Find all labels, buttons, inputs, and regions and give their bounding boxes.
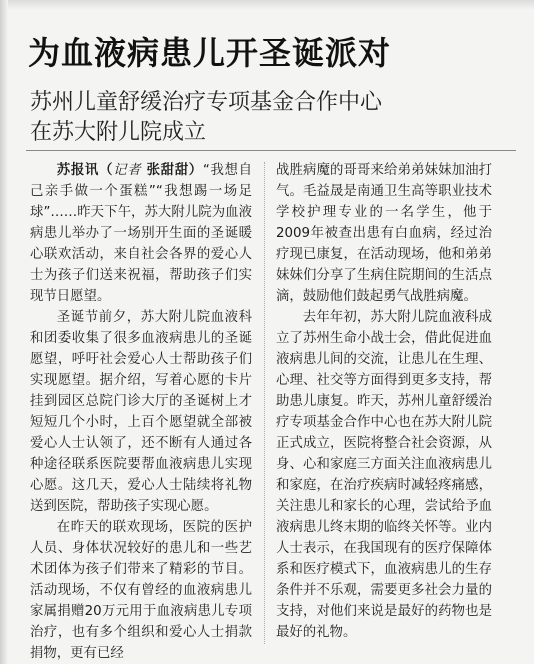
headline: 为血液病患儿开圣诞派对 — [28, 34, 392, 72]
page-edge-top — [0, 0, 534, 10]
paragraph-3: 在昨天的联欢现场，医院的医护人员、身体状况较好的患儿和一些艺术团体为孩子们带来了精彩的节目。活动现场，不仅有曾经的血液病患儿家属捐赠20万元用于血液病患儿专项治疗，也有多个组织和爱心人士捐款捐物，更有已经 — [30, 520, 252, 661]
byline-source: 苏报讯 — [56, 163, 100, 178]
paragraph-3-continued: 战胜病魔的哥哥来给弟弟妹妹加油打气。毛益晟是南通卫生高等职业技术学校护理专业的一名学生，他于2009年被查出患有白血病，经过治疗现已康复，在活动现场，他和弟弟妹妹们分享了生病住院期间的生活点滴，鼓励他们鼓起勇气战胜病魔。 — [276, 163, 492, 304]
subheadline — [30, 88, 510, 148]
article-column-left — [30, 160, 252, 664]
subheadline-line-1: 苏州儿童舒缓治疗专项基金合作中心 — [30, 90, 383, 115]
paragraph-4: 去年年初，苏大附儿院血液科成立了苏州生命小战士会，借此促进血液病患儿间的交流，让患儿在生理、心理、社交等方面得到更多支持，帮助患儿康复。昨天，苏州儿童舒缓治疗专项基金合作中心也在苏大附儿院正式成立，医院将整合社会资源，从身、心和家庭三方面关注血液病患儿和家庭，在治疗疾病时减轻疼痛感，关注患儿和家长的心理，尝试给予血液病患儿终末期的临终关怀等。业内人士表示，在我国现有的医疗保障体系和医疗模式下，血液病患儿的生存条件并不乐观，需要更多社会力量的支持，对他们来说是最好的药物也是最好的礼物。 — [276, 310, 492, 640]
byline-name: 张甜甜 — [146, 163, 189, 178]
byline: 苏报讯（记者 张甜甜） — [56, 163, 203, 178]
page-edge-left — [0, 0, 8, 664]
article-column-right — [276, 160, 492, 643]
byline-role: 记者 — [113, 163, 142, 178]
paragraph-2: 圣诞节前夕，苏大附儿院血液科和团委收集了很多血液病患儿的圣诞愿望，呼吁社会爱心人士帮助孩子们实现愿望。据介绍，写着心愿的卡片挂到园区总院门诊大厅的圣诞树上才短短几个小时，上百个愿望就全部被爱心人士认领了，还不断有人通过各种途径联系医院要帮血液病患儿实现心愿。这几天，爱心人士陆续将礼物送到医院，帮助孩子实现心愿。 — [30, 310, 252, 514]
headline-divider — [26, 150, 516, 151]
paragraph-1-text: “我想自己亲手做一个蛋糕”“我想踢一场足球”……昨天下午，苏大附儿院为血液病患儿举办了一场别开生面的圣诞暖心联欢活动，来自社会各界的爱心人士为孩子们送来祝福，帮助孩子们实现节日愿望。 — [30, 163, 253, 304]
paragraph-1 — [30, 160, 252, 307]
column-divider — [264, 162, 265, 644]
subheadline-line-2: 在苏大附儿院成立 — [30, 120, 207, 145]
